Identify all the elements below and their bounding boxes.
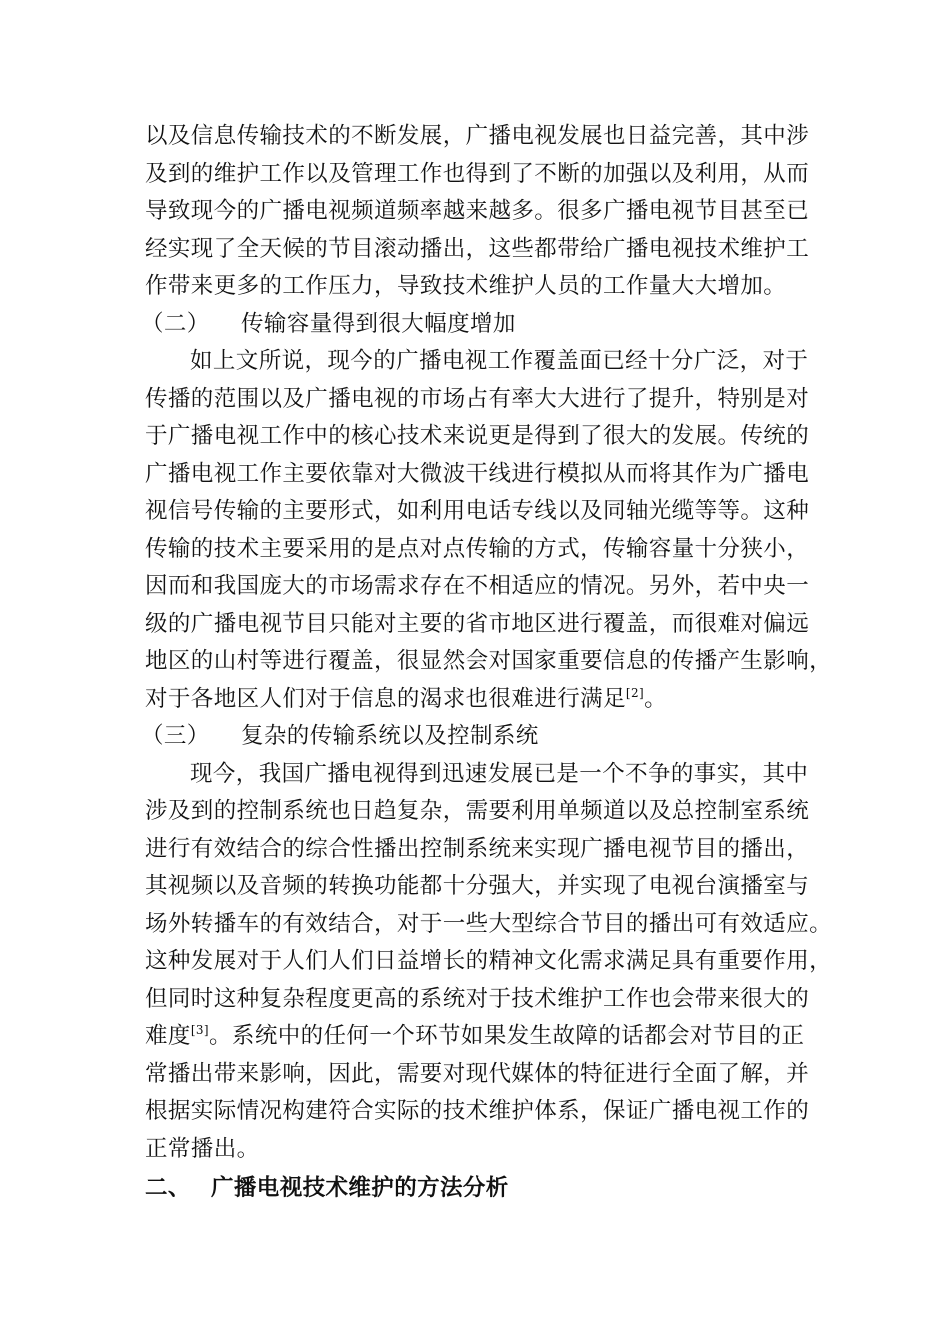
section-title: 复杂的传输系统以及控制系统 [241,723,539,749]
text-line [145,681,815,719]
text-line: 经实现了全天候的节目滚动播出，这些都带给广播电视技术维护工 [145,235,810,262]
text-line: 如上文所说，现今的广播电视工作覆盖面已经十分广泛，对于 [190,348,809,374]
section-number: （三） [141,723,210,749]
chapter-title: 广播电视技术维护的方法分析 [211,1175,509,1201]
chapter-number: 二、 [145,1175,191,1201]
text-line: 广播电视工作主要依靠对大微波干线进行模拟从而将其作为广播电 [145,460,810,487]
text-line: 作带来更多的工作压力，导致技术维护人员的工作量大大增加。 [145,273,787,299]
text-line: 视信号传输的主要形式，如利用电话专线以及同轴光缆等等。这种 [145,498,810,524]
text-line: 及到的维护工作以及管理工作也得到了不断的加强以及利用，从而 [145,160,810,187]
text-line: 传播的范围以及广播电视的市场占有率大大进行了提升，特别是对 [145,385,810,412]
document-page [141,118,833,1208]
section-heading-3 [141,718,815,756]
text-line: 这种发展对于人们人们日益增长的精神文化需求满足具有重要作用， [145,948,833,974]
text-line: 导致现今的广播电视频道频率越来越多。很多广播电视节目甚至已 [145,198,810,224]
text-line: 因而和我国庞大的市场需求存在不相适应的情况。另外，若中央一 [145,573,810,599]
text-line: 但同时这种复杂程度更高的系统对于技术维护工作也会带来很大的 [145,985,810,1012]
text-line: 其视频以及音频的转换功能都十分强大，并实现了电视台演播室与 [145,873,810,899]
paragraph-3 [145,756,833,1169]
text-line: 现今，我国广播电视得到迅速发展已是一个不争的事实，其中 [190,760,809,787]
text-line: 以及信息传输技术的不断发展，广播电视发展也日益完善，其中涉 [145,123,810,149]
section-title: 传输容量得到很大幅度增加 [241,310,516,337]
paragraph-1 [145,118,815,306]
paragraph-2 [145,343,833,718]
text-line: 根据实际情况构建符合实际的技术维护体系，保证广播电视工作的 [145,1098,810,1124]
line-text: 对于各地区人们对于信息的渴求也很难进行满足 [145,685,626,712]
chapter-heading [145,1170,815,1208]
text-line: 涉及到的控制系统也日趋复杂，需要利用单频道以及总控制室系统 [145,798,810,824]
text-line: 级的广播电视节目只能对主要的省市地区进行覆盖，而很难对偏远 [145,610,810,637]
text-line: 常播出带来影响，因此，需要对现代媒体的特征进行全面了解，并 [145,1060,810,1087]
line-text: 。 [644,685,668,712]
text-line: 于广播电视工作中的核心技术来说更是得到了很大的发展。传统的 [145,423,810,449]
line-text: 。系统中的任何一个环节如果发生故障的话都会对节目的正 [209,1023,805,1049]
text-line: 进行有效结合的综合性播出控制系统来实现广播电视节目的播出， [145,835,810,862]
reference-marker: [2] [625,685,645,700]
text-line: 场外转播车的有效结合，对于一些大型综合节目的播出可有效适应。 [145,910,833,937]
section-heading-2 [141,306,815,344]
section-number: （二） [141,310,210,337]
line-text: 难度 [145,1023,191,1049]
text-line: 正常播出。 [145,1135,260,1162]
text-line [145,1018,815,1056]
reference-marker: [3] [190,1023,210,1037]
text-line: 地区的山村等进行覆盖，很显然会对国家重要信息的传播产生影响， [145,648,833,674]
text-line: 传输的技术主要采用的是点对点传输的方式，传输容量十分狭小， [145,535,810,562]
